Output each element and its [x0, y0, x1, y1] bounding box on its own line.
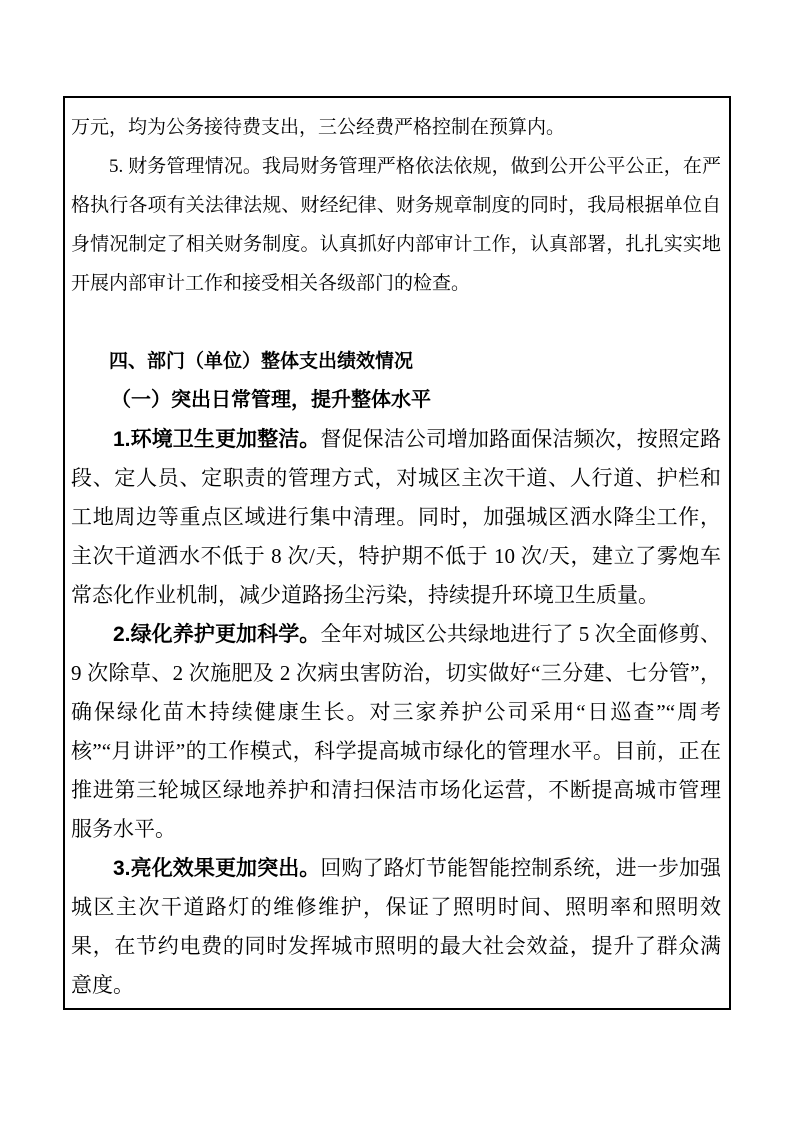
paragraph-bold-lead: 3.亮化效果更加突出。 — [113, 857, 321, 880]
heading-subsection-one — [71, 381, 721, 420]
para-greening-maintenance — [71, 615, 721, 849]
blank-line — [71, 303, 721, 342]
document-body — [71, 108, 721, 1005]
paragraph-bold-lead: 1.环境卫生更加整洁。 — [113, 428, 321, 451]
table-cell-border — [63, 96, 731, 1010]
para-lighting-effect — [71, 849, 721, 1005]
paragraph-text: 万元，均为公务接待费支出，三公经费严格控制在预算内。 — [71, 117, 566, 138]
paragraph-bold-lead: 2.绿化养护更加科学。 — [113, 623, 321, 646]
paragraph-text: 5. 财务管理情况。我局财务管理严格依法依规，做到公开公平公正，在严格执行各项有关法律法规、财经纪律、财务规章制度的同时，我局根据单位自身情况制定了相关财务制度。认真抓好内部审计工作，认真部署，扎扎实实地开展内部审计工作和接受相关各级部门的检查。 — [71, 156, 721, 294]
paragraph-bold-lead: （一）突出日常管理，提升整体水平 — [111, 389, 431, 411]
para-financial-management — [71, 147, 721, 303]
para-environment-sanitation — [71, 420, 721, 615]
heading-section-four — [71, 342, 721, 381]
paragraph-text: 回购了路灯节能智能控制系统，进一步加强城区主次干道路灯的维修维护，保证了照明时间、照明率和照明效果，在节约电费的同时发挥城市照明的最大社会效益，提升了群众满意度。 — [71, 856, 722, 997]
para-budget-conclusion — [71, 108, 721, 147]
paragraph-bold-lead: 四、部门（单位）整体支出绩效情况 — [109, 351, 414, 372]
paragraph-text: 全年对城区公共绿地进行了 5 次全面修剪、9 次除草、2 次施肥及 2 次病虫害防治，切实做好“三分建、七分管”，确保绿化苗木持续健康生长。对三家养护公司采用“日巡查”“周考核”“月讲评”的工作模式，科学提高城市绿化的管理水平。目前，正在推进第三轮城区绿地养护和清扫保洁市场化运营，不断提高城市管理服务水平。 — [71, 622, 722, 841]
paragraph-text: 督促保洁公司增加路面保洁频次，按照定路段、定人员、定职责的管理方式，对城区主次干道、人行道、护栏和工地周边等重点区域进行集中清理。同时，加强城区洒水降尘工作，主次干道洒水不低于 8 次/天，特护期不低于 10 次/天，建立了雾炮车常态化作业机制，减少道路扬尘污染，持续提升环境卫生质量。 — [71, 427, 722, 607]
